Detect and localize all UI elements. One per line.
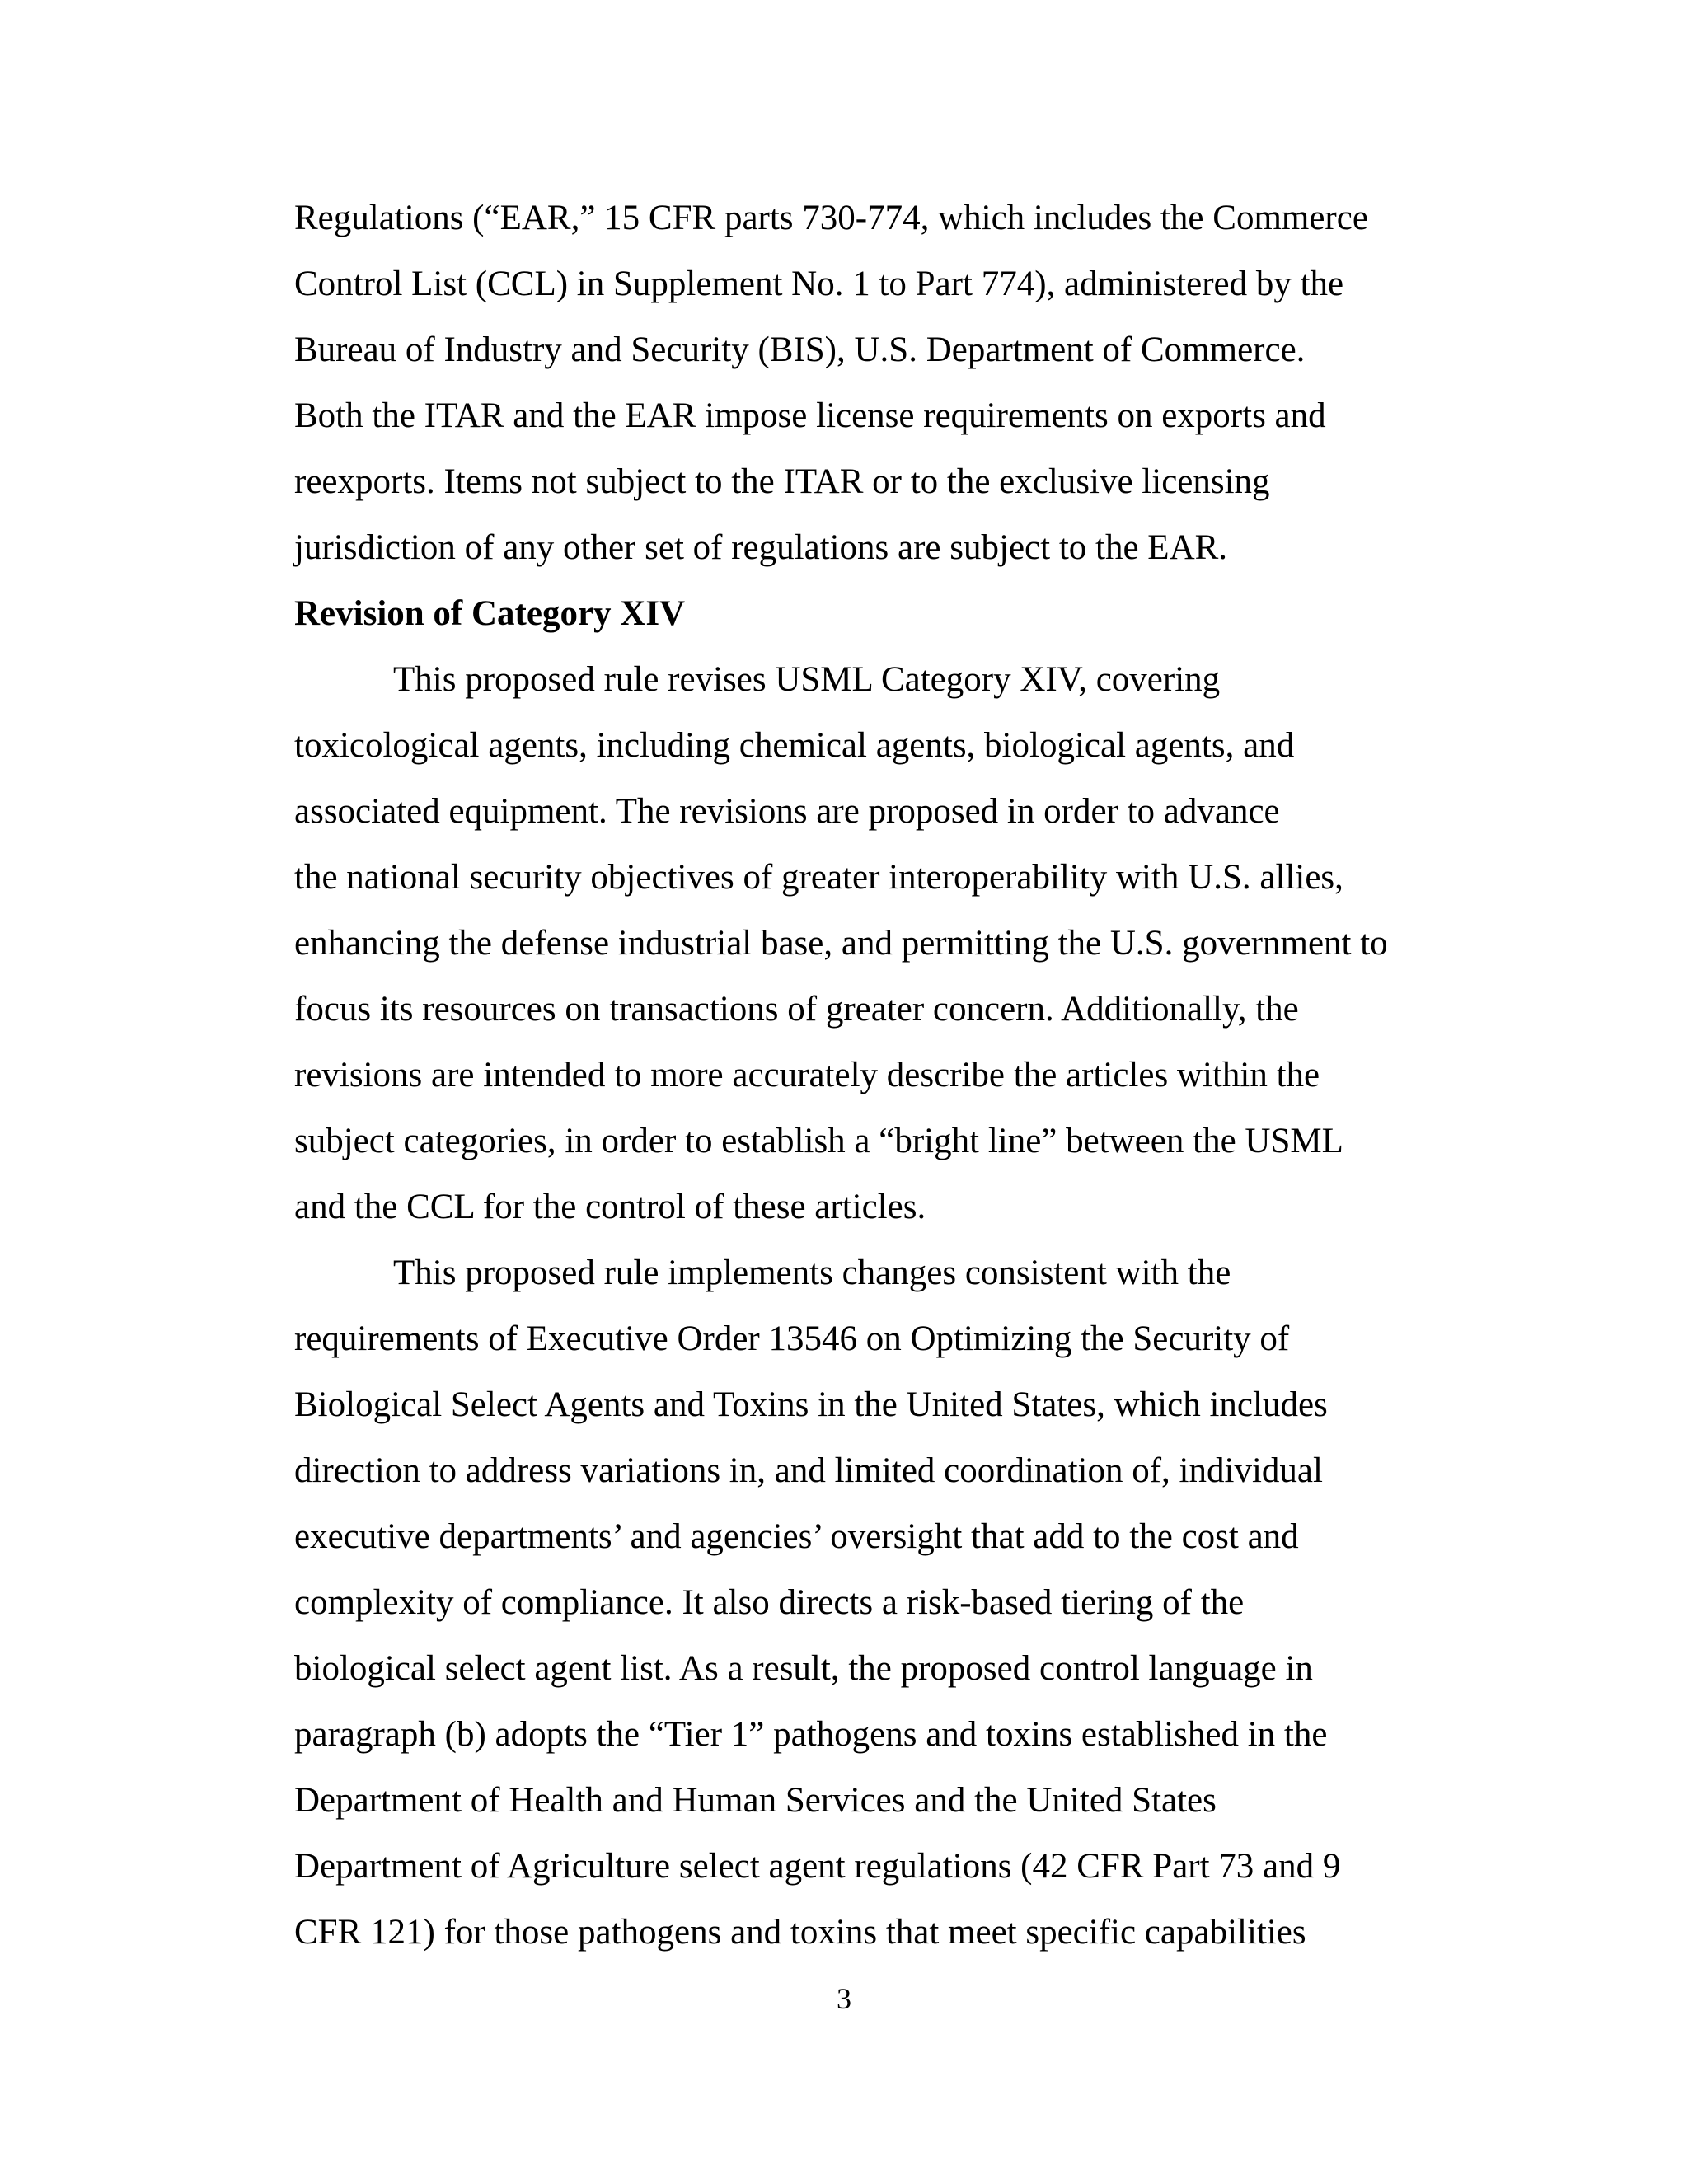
text-line: subject categories, in order to establish a “bright line” between the USML: [294, 1122, 1343, 1160]
text-line: toxicological agents, including chemical agents, biological agents, and: [294, 726, 1295, 765]
text-line: Both the ITAR and the EAR impose license requirements on exports and: [294, 396, 1326, 435]
text-line: complexity of compliance. It also directs a risk-based tiering of the: [294, 1583, 1245, 1622]
paragraph-executive-order: [294, 1240, 1498, 1966]
text-line: Department of Health and Human Services and the United States: [294, 1781, 1217, 1820]
text-line: requirements of Executive Order 13546 on Optimizing the Security of: [294, 1319, 1290, 1358]
text-line: This proposed rule revises USML Category XIV, covering: [393, 660, 1221, 699]
text-line: revisions are intended to more accurately describe the articles within the: [294, 1056, 1320, 1094]
paragraph-ear-background: [294, 185, 1498, 581]
document-body: [294, 185, 1498, 1966]
text-line: direction to address variations in, and limited coordination of, individual: [294, 1451, 1323, 1490]
text-line: focus its resources on transactions of greater concern. Additionally, the: [294, 990, 1299, 1029]
text-line: Regulations (“EAR,” 15 CFR parts 730-774, which includes the Commerce: [294, 199, 1368, 237]
text-line: paragraph (b) adopts the “Tier 1” pathogens and toxins established in the: [294, 1715, 1328, 1754]
text-line: This proposed rule implements changes consistent with the: [393, 1254, 1231, 1292]
text-line: Biological Select Agents and Toxins in the United States, which includes: [294, 1385, 1328, 1424]
text-line: jurisdiction of any other set of regulations are subject to the EAR.: [294, 528, 1228, 567]
text-line: Department of Agriculture select agent regulations (42 CFR Part 73 and 9: [294, 1847, 1341, 1886]
text-line: associated equipment. The revisions are proposed in order to advance: [294, 792, 1280, 831]
text-line: reexports. Items not subject to the ITAR or to the exclusive licensing: [294, 462, 1270, 501]
text-line: the national security objectives of greater interoperability with U.S. allies,: [294, 858, 1343, 897]
text-line: enhancing the defense industrial base, and permitting the U.S. government to: [294, 924, 1388, 963]
text-line: Bureau of Industry and Security (BIS), U.S. Department of Commerce.: [294, 330, 1306, 369]
text-line: executive departments’ and agencies’ oversight that add to the cost and: [294, 1517, 1299, 1556]
page-number: 3: [837, 1982, 851, 2015]
paragraph-revision-category: [294, 647, 1498, 1240]
text-line: biological select agent list. As a result, the proposed control language in: [294, 1649, 1313, 1688]
section-heading: Revision of Category XIV: [294, 594, 686, 633]
text-line: and the CCL for the control of these articles.: [294, 1188, 926, 1226]
text-line: CFR 121) for those pathogens and toxins that meet specific capabilities: [294, 1913, 1306, 1952]
text-line: Control List (CCL) in Supplement No. 1 to Part 774), administered by the: [294, 265, 1344, 303]
